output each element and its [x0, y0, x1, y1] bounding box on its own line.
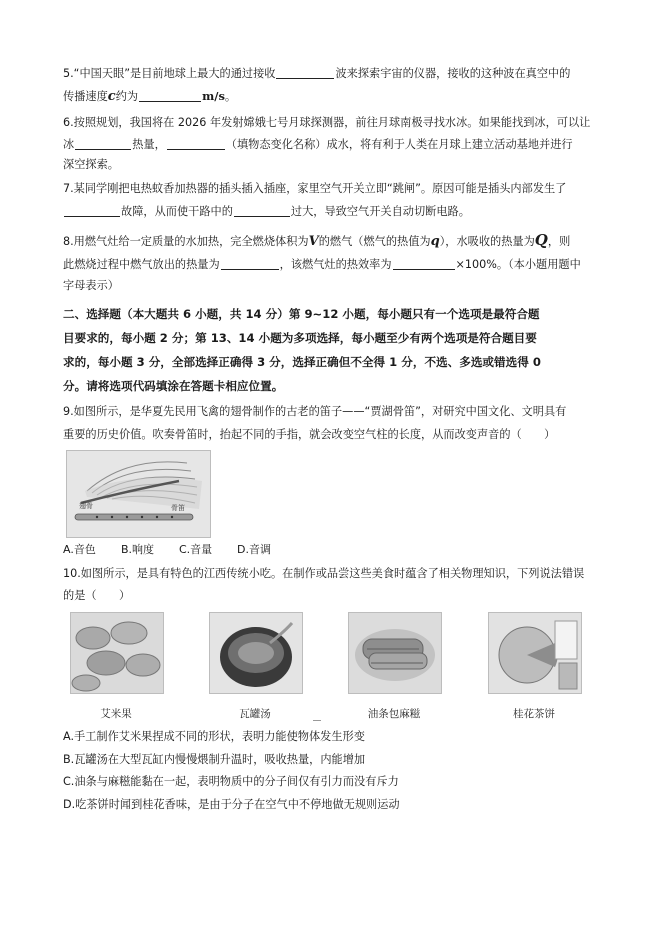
q7-blank2[interactable] — [234, 204, 290, 217]
q8-line1 — [63, 233, 603, 249]
q10-option-c[interactable]: C.油条与麻糍能黏在一起，表明物质中的分子间仅有引力而没有斥力 — [63, 775, 399, 788]
q7-line1 — [63, 182, 603, 196]
wing-and-flute-illustration — [67, 451, 210, 537]
youtiao-maci-photo — [348, 612, 442, 694]
q9-option-b[interactable]: B.响度 — [121, 543, 155, 556]
caption-aimiguo: 艾米果 — [100, 708, 132, 720]
q8-line2 — [63, 257, 603, 272]
section2-line1 — [63, 307, 603, 321]
q9-text-1: 9.如图所示，是华夏先民用飞禽的翅骨制作的古老的笛子——“贾湖骨笛”，对研究中国文化、文明具有 — [63, 405, 567, 418]
label-wing-bone: 翅骨 — [79, 502, 93, 510]
q7-text-2b: 过大，导致空气开关自动切断电路。 — [290, 205, 470, 218]
q10-option-c-line — [63, 775, 603, 789]
q8-text-1a: 8.用燃气灶给一定质量的水加热，完全燃烧体积为 — [63, 235, 309, 248]
q6-line1 — [63, 116, 603, 130]
q8-text-1b: 的燃气（燃气的热值为 — [318, 235, 431, 248]
q5-text-d: 约为 — [115, 90, 139, 103]
q5-text-c: 传播速度 — [63, 90, 108, 103]
q8-line3 — [63, 279, 603, 293]
aimiguo-photo — [70, 612, 164, 694]
center-dash — [313, 720, 321, 721]
q10-option-b-line — [63, 753, 603, 767]
q8-text-1c: ），水吸收的热量为 — [439, 235, 535, 248]
q10-option-a-line — [63, 730, 603, 744]
section2-text-1: 二、选择题（本大题共 6 小题，共 14 分）第 9~12 小题，每小题只有一个选项是最符合题 — [63, 307, 540, 321]
section2-line2 — [63, 331, 603, 345]
unit-mps: m/s — [202, 89, 225, 103]
q9-text-2: 重要的历史价值。吹奏骨笛时，抬起不同的手指，就会改变空气柱的长度，从而改变声音的（ ） — [63, 428, 556, 441]
q10-option-d[interactable]: D.吃茶饼时闻到桂花香味，是由于分子在空气中不停地做无规则运动 — [63, 798, 400, 811]
q6-line3 — [63, 158, 603, 172]
section2-line4 — [63, 379, 603, 393]
q10-line1 — [63, 567, 603, 581]
section2-text-2: 目要求的，每小题 2 分；第 13、14 小题为多项选择，每小题至少有两个选项是符合题目要 — [63, 331, 537, 345]
q7-text-1: 7.某同学刚把电热蚊香加热器的插头插入插座，家里空气开关立即“跳闸”。原因可能是插头内部发生了 — [63, 182, 567, 195]
q6-text-1: 6.按照规划，我国将在 2026 年发射嫦娥七号月球探测器，前往月球南极寻找水冰。如果能找到冰，可以让 — [63, 116, 591, 129]
q9-line1 — [63, 405, 603, 419]
q8-blank1[interactable] — [221, 257, 279, 270]
q5-line1 — [63, 66, 603, 81]
q7-text-2a: 故障，从而使干路中的 — [121, 205, 233, 218]
q5-end: 。 — [224, 90, 237, 103]
bone-flute-figure — [66, 450, 211, 538]
q6-text-2c: （填物态变化名称）成水，将有利于人类在月球上建立活动基地并进行 — [225, 138, 573, 151]
var-V: V — [308, 234, 319, 249]
q10-text-1: 10.如图所示，是具有特色的江西传统小吃。在制作或品尝这些美食时蕴含了相关物理知识，下列说法错误 — [63, 567, 585, 580]
dumplings-illustration — [71, 613, 163, 693]
q5-text-a: 5.“中国天眼”是目前地球上最大的通过接收 — [63, 67, 276, 80]
var-Q: Q — [534, 231, 548, 249]
q5-line2 — [63, 89, 603, 104]
q6-blank1[interactable] — [75, 137, 131, 150]
caption-waguantang: 瓦罐汤 — [239, 708, 271, 720]
q8-text-2b: ，该燃气灶的热效率为 — [279, 258, 392, 271]
clay-pot-soup-illustration — [210, 613, 302, 693]
q8-text-3: 字母表示） — [63, 279, 119, 292]
var-q: q — [430, 234, 440, 249]
q6-line2 — [63, 137, 603, 152]
var-c: c — [107, 89, 116, 104]
q7-line2 — [63, 204, 603, 219]
q8-text-2a: 此燃烧过程中燃气放出的热量为 — [63, 258, 220, 271]
fried-dough-illustration — [349, 613, 441, 693]
q5-blank1[interactable] — [276, 66, 334, 79]
q6-blank2[interactable] — [167, 137, 225, 150]
q5-text-b: 波来探索宇宙的仪器，接收的这种波在真空中的 — [335, 67, 571, 80]
q10-option-d-line — [63, 798, 603, 812]
osmanthus-cake-illustration — [489, 613, 581, 693]
q10-option-b[interactable]: B.瓦罐汤在大型瓦缸内慢慢煨制升温时，吸收热量，内能增加 — [63, 753, 366, 766]
q9-option-a[interactable]: A.音色 — [63, 543, 96, 556]
q6-text-2b: 热量， — [132, 138, 166, 151]
q8-text-2c: ×100%。（本小题用题中 — [455, 258, 581, 271]
q8-blank2[interactable] — [393, 257, 455, 270]
section2-text-4: 分。请将选项代码填涂在答题卡相应位置。 — [63, 379, 284, 393]
q5-blank2[interactable] — [139, 89, 201, 102]
guihua-chabing-photo — [488, 612, 582, 694]
section2-line3 — [63, 355, 603, 369]
q8-text-1d: ，则 — [547, 235, 571, 248]
q9-option-d[interactable]: D.音调 — [237, 543, 271, 556]
q9-options — [63, 543, 603, 557]
q6-text-3: 深空探索。 — [63, 158, 119, 171]
caption-guihua-chabing: 桂花茶饼 — [513, 708, 555, 720]
q9-line2 — [63, 428, 603, 442]
q10-line2 — [63, 589, 603, 603]
q10-option-a[interactable]: A.手工制作艾米果捏成不同的形状，表明力能使物体发生形变 — [63, 730, 365, 743]
q9-option-c[interactable]: C.音量 — [179, 543, 213, 556]
q7-blank1[interactable] — [64, 204, 120, 217]
q10-text-2: 的是（ ） — [63, 589, 131, 602]
q6-text-2a: 冰 — [63, 138, 75, 151]
caption-youtiao-maci: 油条包麻糍 — [367, 708, 421, 720]
section2-text-3: 求的，每小题 3 分，全部选择正确得 3 分，选择正确但不全得 1 分，不选、多选或错选得 0 — [63, 355, 541, 369]
waguantang-photo — [209, 612, 303, 694]
label-bone-flute: 骨笛 — [171, 504, 185, 512]
